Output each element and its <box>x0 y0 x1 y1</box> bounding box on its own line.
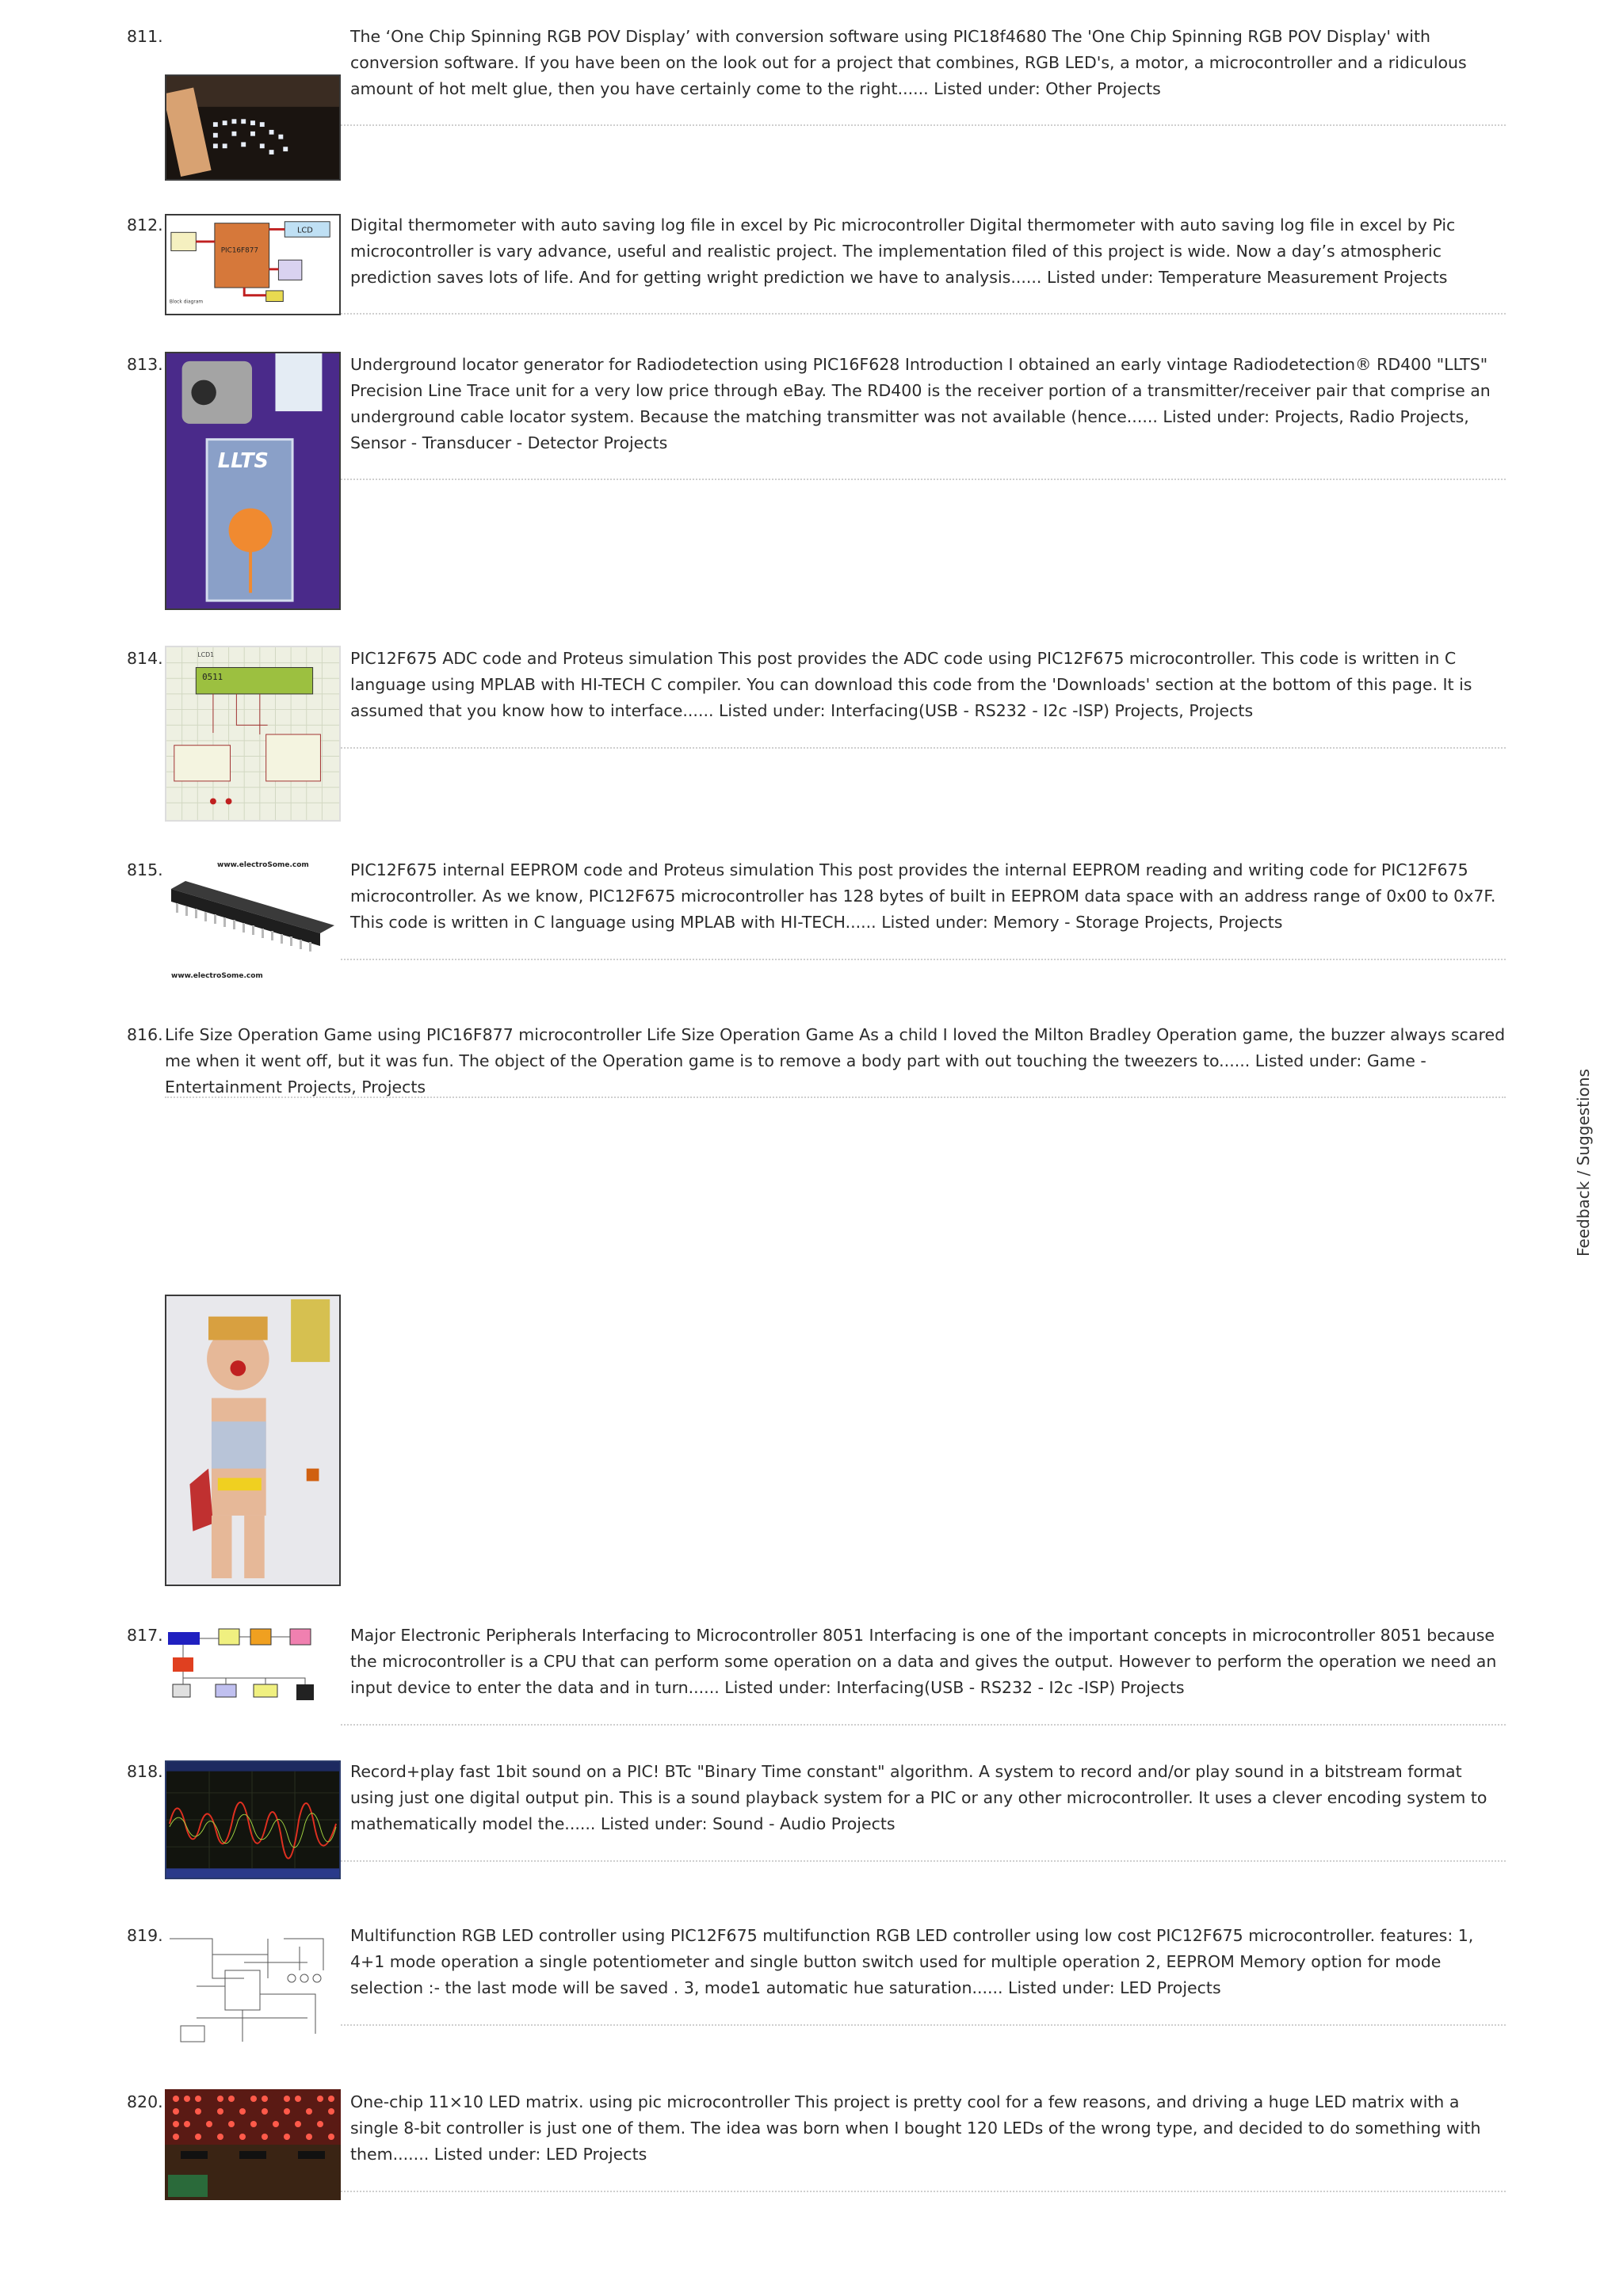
item-description[interactable] <box>165 1022 1506 1100</box>
item-description[interactable] <box>350 352 1506 456</box>
item-link[interactable]: PIC12F675 internal EEPROM code and Proteus simulation This post provides the internal EEPROM reading and writing code for PIC12F675 microcontroller. As we know, PIC12F675 microcontroller has 128 bytes of built in EEPROM data space with an address range of 0x00 to 0x7F. This code is written in C language using MPLAB with HI-TECH...... Listed under: Memory - Storage Projects, Projects <box>350 860 1496 932</box>
item-link[interactable]: Digital thermometer with auto saving log file in excel by Pic microcontroller Digital thermometer with auto saving log file in excel by Pic microcontroller is vary advance, useful and realistic project. The implementation filed of this project is wide. Now a day’s atmospheric prediction saves lots of life. And for getting wright prediction we have to analysis...... Listed under: Temperature Measurement Projects <box>350 215 1456 287</box>
lcd-label: LCD <box>296 226 313 235</box>
item-link[interactable]: Major Electronic Peripherals Interfacing to Microcontroller 8051 Interfacing is one of the important concepts in microcontroller 8051 because the microcontroller is a CPU that can perform some operation on a data and gives the output. However to perform the operation we need an input device to enter the data and in turn...... Listed under: Interfacing(USB - RS232 - I2c -ISP) Projects <box>350 1626 1497 1697</box>
item-number: 815. <box>127 860 163 879</box>
item-number: 817. <box>127 1626 163 1645</box>
site-label: www.electroSome.com <box>217 861 309 869</box>
item-description[interactable] <box>350 1623 1506 1701</box>
item-description[interactable] <box>350 24 1506 102</box>
item-number: 811. <box>127 27 163 46</box>
divider <box>341 479 1506 480</box>
project-thumbnail[interactable] <box>165 1923 341 2050</box>
project-thumbnail[interactable] <box>165 646 341 822</box>
item-link[interactable]: Underground locator generator for Radiodetection using PIC16F628 Introduction I obtained an early vintage Radiodetection® RD400 "LLTS" Precision Line Trace unit for a very low price through eBay. The RD400 is the receiver portion of a transmitter/receiver pair that comprise an underground cable locator system. Because the matching transmitter was not available (hence...... Listed under: Projects, Radio Projects, Sensor - Transducer - Detector Projects <box>350 355 1491 452</box>
item-number: 812. <box>127 215 163 235</box>
divider <box>341 2024 1506 2026</box>
item-number: 813. <box>127 355 163 374</box>
divider <box>341 959 1506 960</box>
item-number: 818. <box>127 1762 163 1781</box>
lcd-label: LCD1 <box>197 650 215 658</box>
divider <box>341 1724 1506 1726</box>
project-thumbnail[interactable] <box>165 1623 341 1718</box>
project-thumbnail[interactable] <box>165 857 341 984</box>
item-description[interactable] <box>350 212 1506 291</box>
item-link[interactable]: The ‘One Chip Spinning RGB POV Display’ with conversion software using PIC18f4680 The 'One Chip Spinning RGB POV Display' with conversion software. If you have been on the look out for a project that combines, RGB LED's, a motor, a microcontroller and a ridiculous amount of hot melt glue, then you have certainly come to the right...... Listed under: Other Projects <box>350 27 1467 98</box>
project-thumbnail[interactable] <box>165 1760 341 1879</box>
item-link[interactable]: PIC12F675 ADC code and Proteus simulation This post provides the ADC code using PIC12F675 microcontroller. This code is written in C language using MPLAB with HI-TECH C compiler. You can download this code from the 'Downloads' section at the bottom of this page. It is assumed that you know how to interface...... Listed under: Interfacing(USB - RS232 - I2c -ISP) Projects, Projects <box>350 649 1472 720</box>
item-description[interactable] <box>350 857 1506 936</box>
project-thumbnail[interactable] <box>165 74 341 181</box>
item-number: 819. <box>127 1926 163 1945</box>
svg-text:Block diagram: Block diagram <box>169 299 204 305</box>
item-link[interactable]: Record+play fast 1bit sound on a PIC! BTc "Binary Time constant" algorithm. A system to record and/or play sound in a bitstream format using just one digital output pin. This is a sound playback system for a PIC or any other microcontroller. It uses a clever encoding system to mathematically model the...... Listed under: Sound - Audio Projects <box>350 1762 1487 1833</box>
item-description[interactable] <box>350 2089 1506 2168</box>
feedback-tab[interactable] <box>1568 1069 1593 1260</box>
divider <box>165 1097 1506 1098</box>
divider <box>341 313 1506 315</box>
divider <box>341 2191 1506 2192</box>
pic-label: PIC16F877 <box>220 246 258 255</box>
item-description[interactable] <box>350 646 1506 724</box>
item-description[interactable] <box>350 1759 1506 1837</box>
project-thumbnail[interactable] <box>165 214 341 315</box>
item-link[interactable]: Multifunction RGB LED controller using PIC12F675 multifunction RGB LED controller using low cost PIC12F675 microcontroller. features: 1, 4+1 mode operation a single potentiometer and single button switch used for multiple operation 2, EEPROM Memory option for mode selection :- the last mode will be saved . 3, mode1 automatic hue saturation...... Listed under: LED Projects <box>350 1926 1474 1997</box>
lcd-value: 0511 <box>202 672 223 683</box>
divider <box>341 747 1506 749</box>
item-link[interactable]: One-chip 11×10 LED matrix. using pic microcontroller This project is pretty cool for a few reasons, and driving a huge LED matrix with a single 8-bit controller is just one of them. The idea was born when I bought 120 LEDs of the wrong type, and decided to do something with them....... Listed under: LED Projects <box>350 2092 1481 2164</box>
project-thumbnail[interactable] <box>165 352 341 610</box>
item-description[interactable] <box>350 1923 1506 2001</box>
brand-label: LLTS <box>217 449 269 474</box>
project-thumbnail[interactable] <box>165 2089 341 2200</box>
item-number: 814. <box>127 649 163 668</box>
divider <box>341 124 1506 126</box>
project-thumbnail[interactable] <box>165 1295 341 1586</box>
item-number: 816. <box>127 1025 163 1044</box>
item-number: 820. <box>127 2092 163 2111</box>
site-label-bottom: www.electroSome.com <box>171 972 263 980</box>
item-link[interactable]: Life Size Operation Game using PIC16F877 microcontroller Life Size Operation Game As a child I loved the Milton Bradley Operation game, the buzzer always scared me when it went off, but it was fun. The object of the Operation game is to remove a body part with out touching the tweezers to...... Listed under: Game - Entertainment Projects, Projects <box>165 1025 1506 1097</box>
feedback-label: Feedback / Suggestions <box>1574 1069 1593 1257</box>
divider <box>341 1860 1506 1862</box>
